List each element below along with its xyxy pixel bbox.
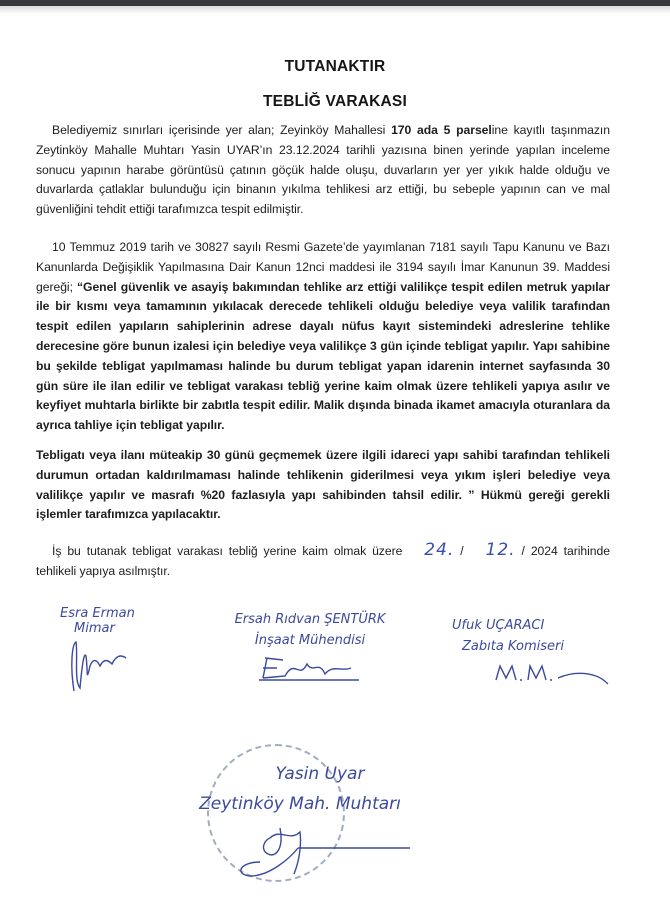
paragraph-1-before: Belediyemiz sınırları içerisinde yer alan; Zeyinköy Mahallesi bbox=[52, 123, 392, 137]
handwritten-month: 12. bbox=[485, 540, 516, 560]
paragraph-posting bbox=[36, 541, 610, 582]
top-bar-shadow bbox=[0, 6, 670, 14]
law-quote: “Genel güvenlik ve asayiş bakımından tehlike arz ettiği valilikçe tespit edilen metruk yapılar ile bir kısmı veya tamamının yıkılacak derecede tehlikeli olduğu belediye veya valilik tarafından tespit edilen yapıların sahiplerinin adrese dayalı nüfus kayıt sistemindeki adreslerine tehlike derecesine göre bunun izalesi için belediye veya valilikçe 3 gün içinde tebligat yapılır. Yapı sahibine bu şekilde tebligat yapılmaması halinde bu durum tebligat yapan idarenin internet sayfasında 30 gün süre ile ilan edilir ve tebligat varakası tebliğ yerine kaim olmak üzere tehlikeli yapıya asılır ve keyfiyet muhtarla birlikte bir zabıtla tespit edilir. Malik dışında binada ikamet amacıyla oturanlara da ayrıca tahliye için tebligat yapılır. bbox=[36, 279, 610, 433]
signature-scribble-icon bbox=[220, 818, 420, 878]
signer-name: Ersah Rıdvan ŞENTÜRK bbox=[234, 612, 386, 627]
paragraph-4-after: / 2024 tarihinde tehlikeli yapıya asılmıştır. bbox=[36, 544, 610, 578]
signer-name: Ufuk UÇARACI bbox=[452, 618, 545, 633]
document-title: TUTANAKTIR bbox=[284, 58, 386, 75]
signer-title: Zabıta Komiseri bbox=[462, 639, 564, 654]
document-page bbox=[0, 14, 670, 900]
signer-name: Yasin Uyar bbox=[275, 764, 365, 784]
paragraph-enforcement: Tebligatı veya ilanı müteakip 30 günü geçmemek üzere ilgili idareci yapı sahibi tarafından tehlikeli durumun ortadan kaldırılmaması halinde tehlikenin giderilmesi veya yıkım işleri belediye veya valilikçe yapılır ve masrafı %20 fazlasıyla yapı sahibinden tahsil edilir. ” Hükmü gereği gerekli işlemler tarafımızca yapılacaktır. bbox=[36, 448, 610, 522]
paragraph-1-after: ine kayıtlı taşınmazın Zeytinköy Mahalle Muhtarı Yasin UYAR’ın 23.12.2024 tarihli yazısına binen yerinde yapılan inceleme sonucu yapının harabe görüntüsü çatının göçük halde oluşu, duvarların yer yer yıkık halde olduğu ve duvarlarda çatlaklar bulunduğu için binanın yıkılma tehlikesi arz ettiği, bu sebeple yapının can ve mal güvenliğini tehdit ettiği tarafımızca tespit edilmiştir. bbox=[36, 123, 610, 217]
parcel-reference: 170 ada 5 parsel bbox=[391, 123, 492, 137]
signer-name: Esra Erman bbox=[60, 606, 135, 621]
signature-scribble-icon bbox=[492, 662, 612, 686]
signer-title: İnşaat Mühendisi bbox=[254, 633, 366, 648]
date-separator: / bbox=[454, 544, 470, 558]
signature-engineer bbox=[210, 612, 410, 684]
signer-title: Mimar bbox=[74, 621, 115, 636]
signature-architect bbox=[60, 606, 140, 696]
signature-muhtar bbox=[140, 764, 460, 878]
signer-title: Zeytinköy Mah. Muhtarı bbox=[199, 794, 401, 814]
signature-zabita bbox=[452, 618, 612, 686]
paragraph-legal-basis bbox=[36, 238, 610, 436]
paragraph-findings bbox=[36, 121, 610, 220]
handwritten-day: 24. bbox=[424, 540, 455, 560]
signature-scribble-icon bbox=[255, 654, 365, 684]
signature-scribble-icon bbox=[60, 636, 140, 696]
paragraph-2-normal: 10 Temmuz 2019 tarih ve 30827 sayılı Resmi Gazete’de yayımlanan 7181 sayılı Tapu Kanunu ve Bazı Kanunlarda Değişiklik Yapılmasına Dair Kanun 12nci maddesi ile 3194 sayılı İmar Kanunun 39. Maddesi gereği; bbox=[36, 240, 610, 294]
document-subtitle: TEBLİĞ VARAKASI bbox=[263, 93, 407, 110]
paragraph-4-before: İş bu tutanak tebligat varakası tebliğ yerine kaim olmak üzere bbox=[52, 544, 409, 558]
